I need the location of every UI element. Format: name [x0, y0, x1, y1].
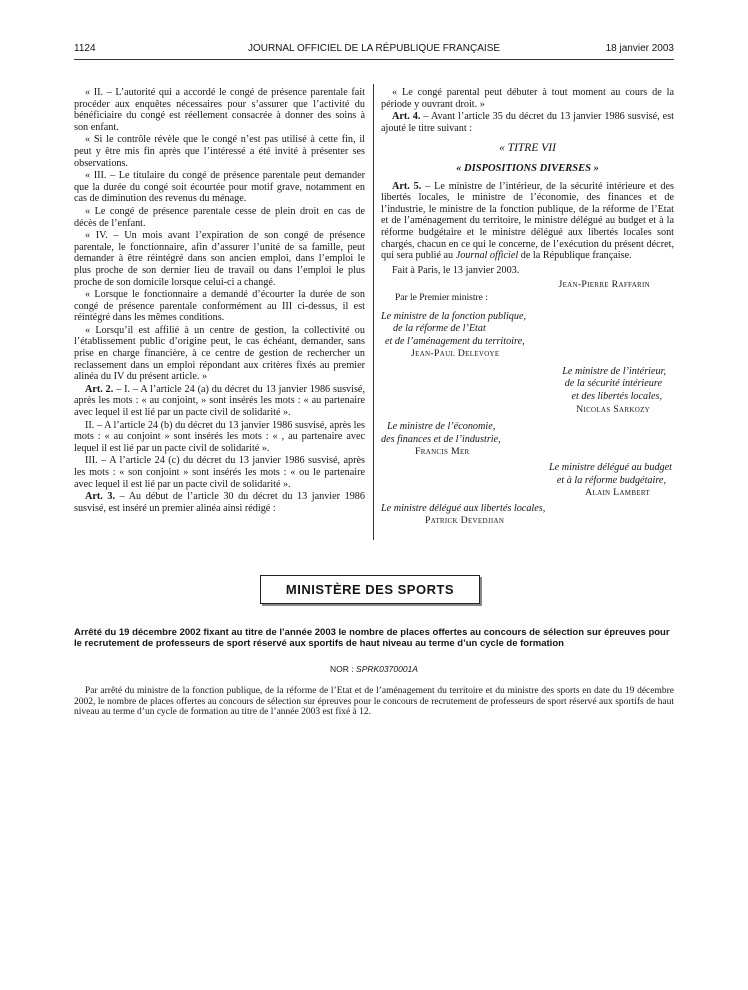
nor-label: NOR :	[330, 664, 354, 674]
article-3	[74, 491, 365, 514]
signature-block-libertes	[381, 503, 674, 527]
paragraph: « Le congé parental peut débuter à tout moment au cours de la période y ouvrant droit. »	[381, 87, 674, 110]
article-5	[381, 181, 674, 262]
paragraph: « Si le contrôle révèle que le congé n’est pas utilisé à cette fin, il peut y être mis fin après que l’intéressé a été invité à présenter ses observations.	[74, 134, 365, 169]
minister-title: Le ministre délégué au budget	[549, 462, 672, 474]
signature-block-interieur	[381, 366, 674, 415]
titre-heading: « TITRE VII	[499, 142, 556, 155]
journal-title: JOURNAL OFFICIEL DE LA RÉPUBLIQUE FRANÇAISE	[247, 43, 501, 54]
article-text-end: de la République française.	[518, 250, 632, 262]
left-column	[74, 87, 365, 515]
minister-name: Alain Lambert	[585, 487, 650, 499]
minister-title: et des libertés locales,	[571, 391, 662, 403]
paragraph: Par arrêté du ministre de la fonction publique, de la réforme de l’Etat et de l’aménagement du territoire et du ministre des sports en date du 19 décembre 2002, le nombre de places offertes au concours de sélection sur épreuves pour le concours de recrutement de professeurs de sport réservé aux sportifs de haut niveau au terme d’un cycle de formation au titre de l’année 2003 est fixé à 12.	[74, 686, 674, 717]
header-rule	[74, 59, 674, 60]
nor-reference	[74, 664, 674, 674]
paragraph: II. – A l’article 24 (b) du décret du 13 janvier 1986 susvisé, après les mots : « au conjoint » sont insérés les mots : « , au partenaire avec lequel il est lié par un pacte civil de solidarité ».	[74, 419, 365, 454]
paragraph: III. – A l’article 24 (c) du décret du 13 janvier 1986 susvisé, après les mots : « son conjoint » sont insérés les mots : « ou le partenaire avec lequel il est lié par un pacte civil de solidarité ».	[74, 455, 365, 490]
paragraph: « Lorsque le fonctionnaire a demandé d’écourter la durée de son congé de présence parentale conformément au III ci-dessus, il est réintégré dans les mêmes conditions.	[74, 289, 365, 324]
article-text: – Au début de l’article 30 du décret du 13 janvier 1986 susvisé, est inséré un premier alinéa ainsi rédigé :	[74, 491, 365, 514]
minister-title: et à la réforme budgétaire,	[556, 474, 666, 486]
minister-title: Le ministre de l’économie,	[387, 421, 496, 433]
arrete-body	[74, 686, 674, 718]
article-text: – Le ministre de l’intérieur, de la sécurité intérieure et des libertés locales, le ministre de l’économie, des finances et de l’industrie, le ministre de la fonction publique, de la réforme de l’Etat et de l’aménagement du territoire, le ministre délégué au budget et à la réforme budgétaire et le ministre délégué aux libertés locales sont chargés, chacun en ce qui le concerne, de l’exécution du présent décret, qui sera publié au	[381, 180, 674, 262]
article-4	[381, 111, 674, 134]
paragraph: « II. – L’autorité qui a accordé le congé de présence parentale fait procéder aux enquêtes nécessaires pour s’assurer que l’activité du bénéficiaire du congé est réellement consacrée à donner des soins à son enfant.	[74, 87, 365, 133]
minister-title: Le ministre délégué aux libertés locales,	[381, 502, 546, 514]
article-text: – Avant l’article 35 du décret du 13 janvier 1986 susvisé, est ajouté le titre suivant :	[381, 111, 674, 134]
column-divider	[373, 84, 374, 540]
minister-title: des finances et de l’industrie,	[381, 433, 501, 445]
ministry-heading: MINISTÈRE DES SPORTS	[285, 582, 455, 597]
article-label: Art. 2.	[85, 383, 114, 395]
signature-block-budget	[381, 462, 674, 499]
article-label: Art. 4.	[392, 111, 421, 123]
par-premier-ministre: Par le Premier ministre :	[395, 292, 488, 303]
minister-name: Nicolas Sarkozy	[576, 403, 650, 415]
paragraph: « IV. – Un mois avant l’expiration de son congé de présence parentale, le fonctionnaire, afin d’assurer l’unité de sa famille, peut demander à être réintégré dans son ancien emploi, dans l’emploi le plus proche de son dernier lieu de travail ou dans l’emploi le plus proche de son domicile lorsque celui-ci a changé.	[74, 230, 365, 288]
minister-title: Le ministre de l’intérieur,	[562, 365, 666, 377]
minister-title: et de l’aménagement du territoire,	[385, 335, 525, 347]
minister-name: Francis Mer	[415, 446, 470, 458]
right-column	[381, 87, 674, 528]
minister-title: de la réforme de l’Etat	[393, 323, 486, 335]
paragraph: « III. – Le titulaire du congé de présence parentale peut demander que la durée du congé soit écourtée pour motif grave, notamment en cas de diminution des revenus du ménage.	[74, 170, 365, 205]
fait-a-paris: Fait à Paris, le 13 janvier 2003.	[392, 264, 520, 276]
nor-code: SPRK0370001A	[356, 664, 418, 674]
minister-name: Patrick Devedjian	[425, 515, 505, 527]
minister-name: Jean-Paul Delevoye	[411, 348, 500, 360]
dispositions-heading: « DISPOSITIONS DIVERSES »	[456, 162, 599, 174]
signature-block-economie	[381, 421, 674, 458]
ministry-heading-box	[260, 575, 480, 604]
article-text: – I. – A l’article 24 (a) du décret du 13 janvier 1986 susvisé, après les mots : « au conjoint, » sont insérés les mots : « au partenaire avec lequel il est lié par un pacte civil de solidarité ».	[74, 383, 365, 419]
arrete-title: Arrêté du 19 décembre 2002 fixant au titre de l’année 2003 le nombre de places offertes au concours de sélection sur épreuves pour le recrutement de professeurs de sport réservé aux sportifs de haut niveau au terme d’un cycle de formation	[74, 627, 670, 649]
paragraph: « Lorsqu’il est affilié à un centre de gestion, la collectivité ou l’établissement public d’origine peut, le cas échéant, demander, sans prise en charge financière, à ce centre de gestion de rechercher un reclassement dans un emploi répondant aux critères fixés au premier alinéa du IV du présent article. »	[74, 324, 365, 383]
journal-officiel-ref: Journal officiel	[455, 250, 519, 262]
article-2	[74, 384, 365, 419]
article-label: Art. 3.	[85, 491, 116, 503]
paragraph: « Le congé de présence parentale cesse de plein droit en cas de décès de l’enfant.	[74, 205, 365, 229]
minister-title: Le ministre de la fonction publique,	[381, 310, 527, 322]
article-label: Art. 5.	[392, 180, 422, 192]
signature-block-fonction-publique	[381, 311, 674, 360]
issue-date: 18 janvier 2003	[605, 43, 674, 54]
minister-title: de la sécurité intérieure	[564, 378, 662, 390]
page-number: 1124	[74, 43, 96, 54]
signatory-pm: Jean-Pierre Raffarin	[558, 279, 650, 291]
page-header	[74, 43, 674, 57]
